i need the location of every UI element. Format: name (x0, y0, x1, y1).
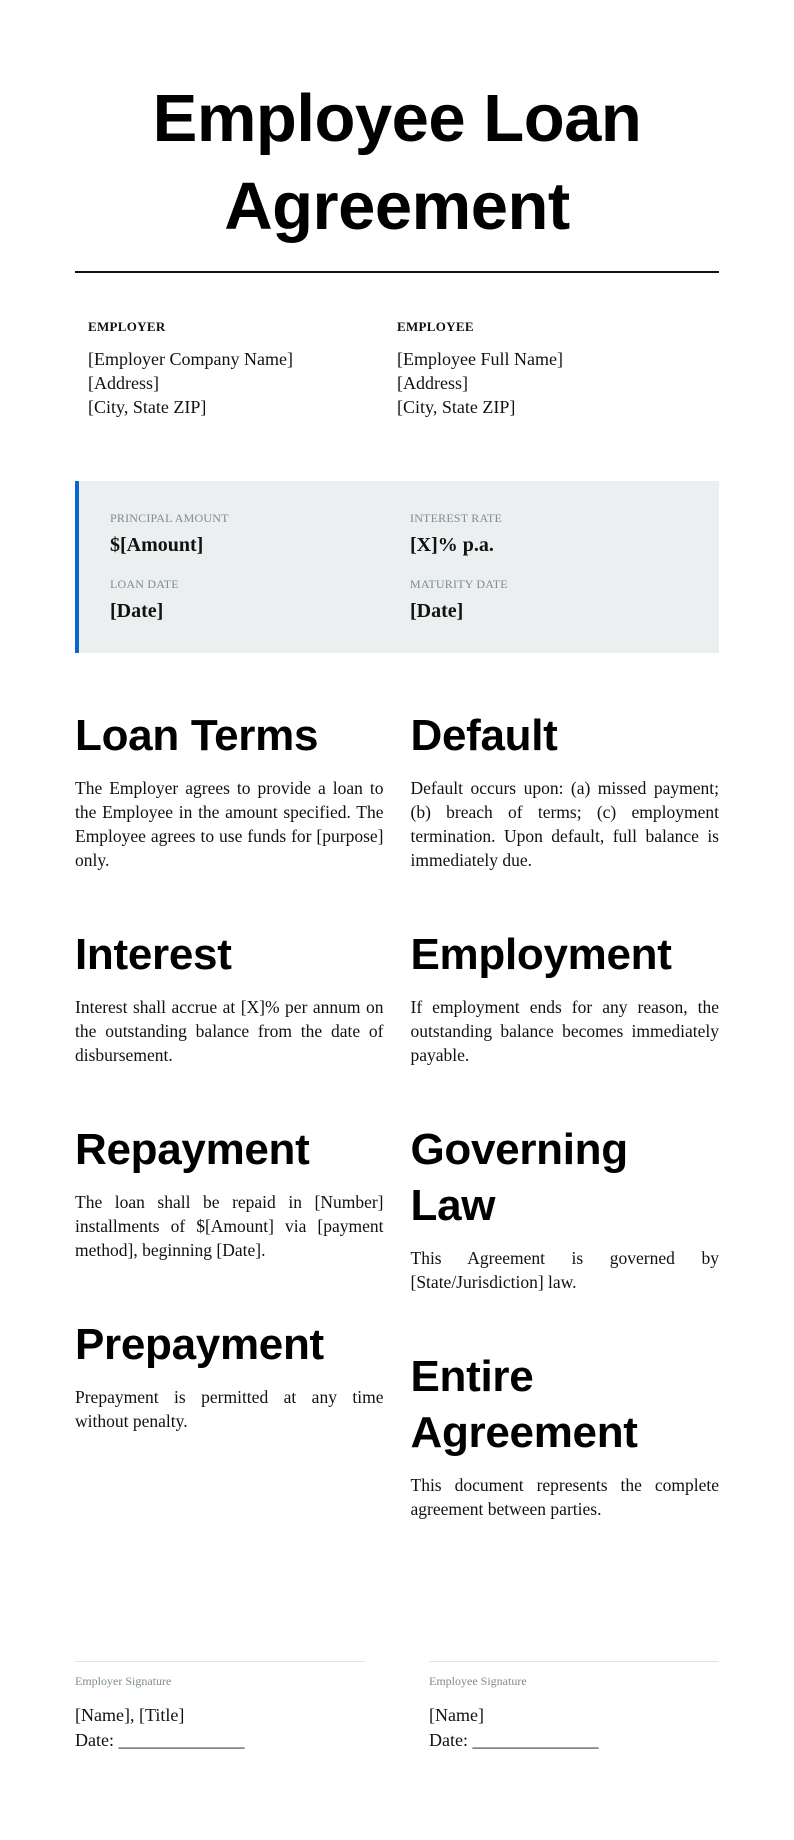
section-body: Default occurs upon: (a) missed payment; (b) breach of terms; (c) employment termination. Upon default, full balance is immediately due. (410, 778, 719, 870)
employee-party (397, 319, 706, 419)
summary-label: LOAN DATE (110, 577, 179, 591)
section-heading: Governing Law (410, 1125, 628, 1230)
section-governing-law (411, 1122, 720, 1294)
section-body: This document represents the complete agreement between parties. (410, 1475, 719, 1519)
employer-name: [Employer Company Name] (88, 349, 293, 369)
section-default (411, 708, 720, 872)
employee-name: [Employee Full Name] (397, 349, 563, 369)
section-body: The Employer agrees to provide a loan to the Employee in the amount specified. The Employee agrees to use funds for [purpose] only. (75, 778, 384, 870)
employer-address: [Address] (88, 373, 159, 393)
signature-label: Employee Signature (429, 1674, 527, 1688)
section-heading: Entire Agreement (410, 1352, 638, 1457)
employer-label: EMPLOYER (88, 319, 166, 334)
section-heading: Employment (410, 930, 672, 979)
loan-summary-box (75, 481, 719, 653)
summary-value: [Date] (410, 600, 464, 622)
employee-signature (429, 1661, 719, 1753)
section-heading: Prepayment (75, 1320, 324, 1369)
section-body: This Agreement is governed by [State/Jurisdiction] law. (410, 1248, 719, 1292)
section-body: Interest shall accrue at [X]% per annum on the outstanding balance from the date of disbursement. (75, 997, 384, 1065)
section-entire-agreement (411, 1349, 720, 1521)
employer-signature (75, 1661, 365, 1753)
summary-label: MATURITY DATE (410, 577, 508, 591)
summary-interest-rate (410, 511, 689, 557)
section-body: Prepayment is permitted at any time without penalty. (75, 1387, 384, 1431)
document-title: Employee Loan Agreement (152, 81, 642, 244)
summary-maturity-date (410, 577, 689, 623)
signature-label: Employer Signature (75, 1674, 172, 1688)
terms-column-left (75, 708, 384, 1576)
signature-block (75, 1661, 719, 1753)
summary-value: $[Amount] (110, 534, 204, 556)
summary-label: INTEREST RATE (410, 511, 503, 525)
section-body: The loan shall be repaid in [Number] installments of $[Amount] via [payment method], beginning [Date]. (75, 1192, 384, 1260)
employee-address: [Address] (397, 373, 468, 393)
summary-value: [X]% p.a. (410, 534, 494, 556)
summary-label: PRINCIPAL AMOUNT (110, 511, 229, 525)
signature-date: Date: ______________ (429, 1730, 599, 1750)
employee-label: EMPLOYEE (397, 319, 474, 334)
section-interest (75, 927, 384, 1067)
signature-line (75, 1661, 365, 1662)
section-body: If employment ends for any reason, the outstanding balance becomes immediately payable. (410, 997, 719, 1065)
section-repayment (75, 1122, 384, 1262)
summary-value: [Date] (110, 600, 164, 622)
employer-party (88, 319, 397, 419)
terms-column-right (411, 708, 720, 1576)
section-employment (411, 927, 720, 1067)
terms-sections (75, 708, 719, 1576)
parties-block (75, 319, 719, 419)
signer-name: [Name], [Title] (75, 1705, 185, 1725)
summary-loan-date (110, 577, 410, 623)
section-heading: Repayment (75, 1125, 310, 1174)
signature-line (429, 1661, 719, 1662)
title-divider (75, 271, 719, 273)
section-loan-terms (75, 708, 384, 872)
signer-name: [Name] (429, 1705, 484, 1725)
summary-principal (110, 511, 410, 557)
section-heading: Interest (75, 930, 232, 979)
signature-date: Date: ______________ (75, 1730, 245, 1750)
section-heading: Loan Terms (75, 711, 319, 760)
employee-city: [City, State ZIP] (397, 397, 516, 417)
section-prepayment (75, 1317, 384, 1433)
employer-city: [City, State ZIP] (88, 397, 207, 417)
section-heading: Default (410, 711, 558, 760)
